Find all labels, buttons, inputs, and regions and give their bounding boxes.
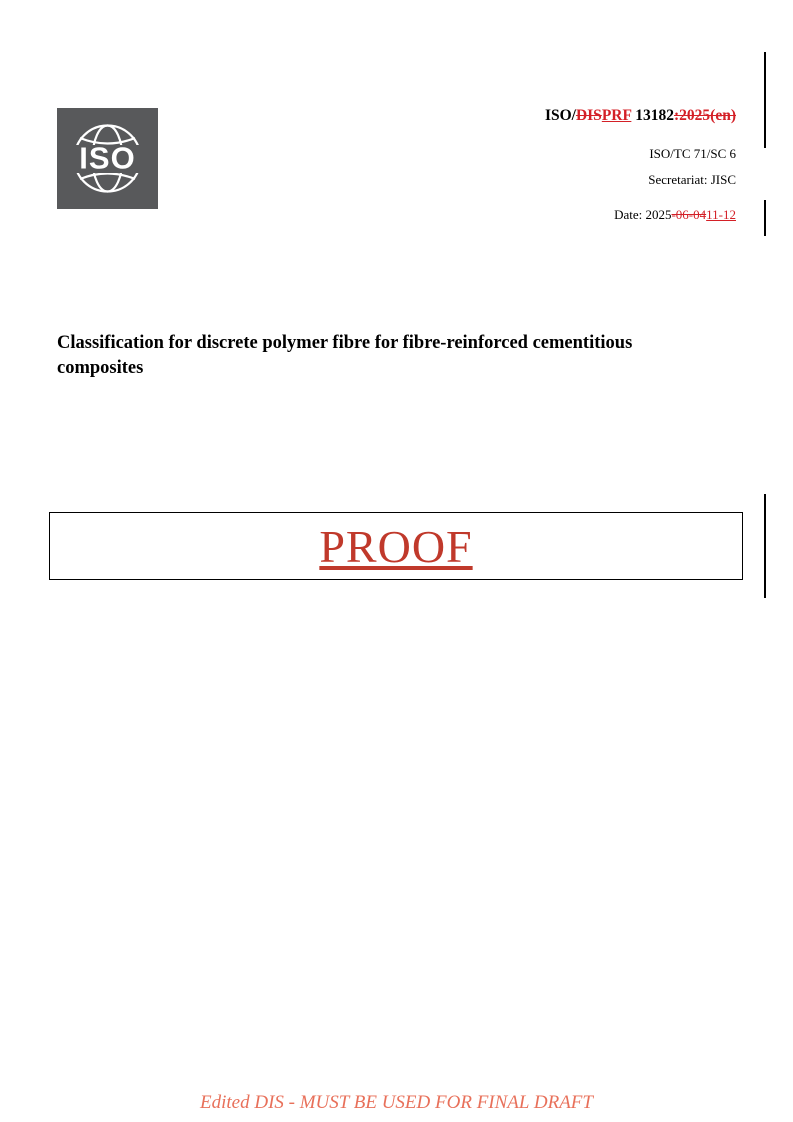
date-line [256,202,736,227]
committee-line: ISO/TC 71/SC 6 [649,146,736,162]
change-bar [764,494,766,598]
change-bar [764,52,766,148]
date-label: Date: 2025 [614,206,672,222]
proof-label: PROOF [319,520,473,572]
date-deleted: -06-04 [671,206,707,222]
reference-stage-inserted: PRF [601,107,632,124]
document-reference [256,104,736,127]
footer-note: Edited DIS - MUST BE USED FOR FINAL DRAFT [200,1092,593,1113]
proof-box [49,512,743,580]
reference-suffix-deleted: :2025(en) [674,107,736,124]
reference-prefix: ISO/ [544,107,576,124]
document-title: Classification for discrete polymer fibre for fibre-reinforced cementitious composites [57,333,633,378]
reference-stage-deleted: DIS [575,107,602,124]
secretariat-line: Secretariat: JISC [648,171,736,187]
date-inserted: 11-12 [706,206,736,222]
document-header [256,104,736,227]
iso-logo [57,108,158,209]
change-bar [764,200,766,236]
svg-text:ISO: ISO [79,140,136,176]
reference-number: 13182 [631,107,674,124]
